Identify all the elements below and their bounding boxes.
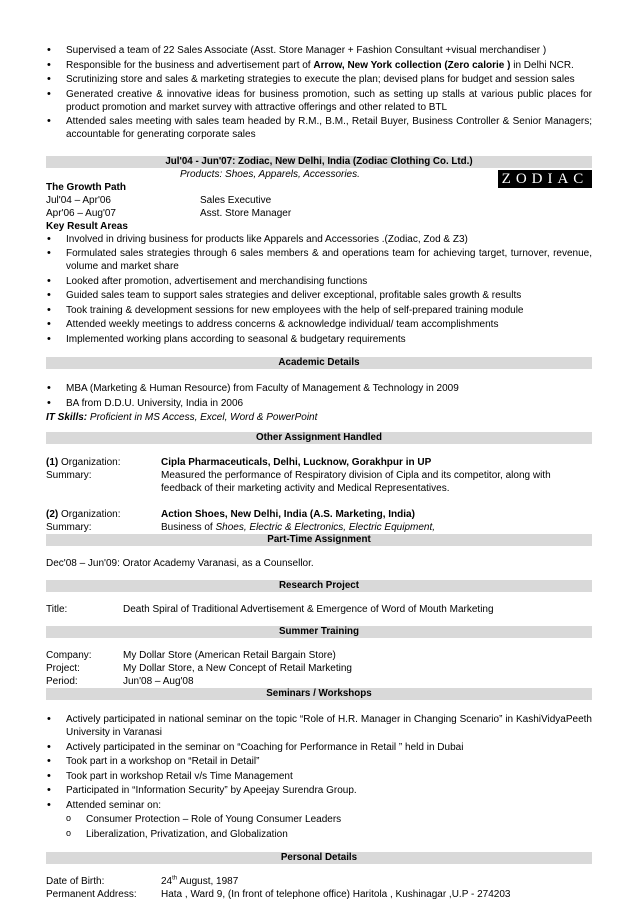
summary2-row: Summary: Business of Shoes, Electric & Electronics, Electric Equipment, — [46, 522, 436, 533]
list-item: • Generated creative & innovative ideas for business promotion, such as setting up stalls at various public places for product promotion and market survey with attractive offerings and other related to BTL — [46, 88, 592, 114]
dob-row: Date of Birth: 24th August, 1987 — [46, 875, 239, 887]
list-item: • Scrutinizing store and sales & marketing strategies to execute the plan; devised plans for budget and session sales — [46, 73, 592, 86]
list-item: • Took part in workshop Retail v/s Time Management — [46, 770, 592, 783]
summer-row: Company: My Dollar Store (American Retail Bargain Store) — [46, 650, 336, 661]
part-time-header: Part-Time Assignment — [46, 534, 592, 546]
summer-row: Project: My Dollar Store, a New Concept of Retail Marketing — [46, 663, 352, 674]
list-item: • Attended weekly meetings to address concerns & acknowledge individual/ team accomplishments — [46, 318, 592, 331]
list-item: • Implemented working plans according to seasonal & budgetary requirements — [46, 333, 592, 346]
growth-row: Apr'06 – Aug'07 Asst. Store Manager — [46, 207, 292, 219]
list-item: o Liberalization, Privatization, and Globalization — [66, 828, 592, 841]
list-item: • Actively participated in the seminar on “Coaching for Performance in Retail ” held in Dubai — [46, 741, 592, 754]
list-item: • BA from D.D.U. University, India in 2006 — [46, 397, 592, 410]
list-item: • Formulated sales strategies through 6 sales members & and operations team for achieving target, turnover, revenue, volume and market share — [46, 247, 592, 273]
zodiac-header: Jul'04 - Jun'07: Zodiac, New Delhi, India (Zodiac Clothing Co. Ltd.) — [46, 156, 592, 168]
list-item: • Participated in “Information Security” by Apeejay Surendra Group. — [46, 784, 592, 797]
list-item: o Consumer Protection – Role of Young Consumer Leaders — [66, 813, 592, 826]
list-item: • Responsible for the business and advertisement part of Arrow, New York collection (Zero calorie ) in Delhi NCR. — [46, 59, 592, 72]
list-item: • Took part in a workshop on “Retail in Detail” — [46, 755, 592, 768]
research-header: Research Project — [46, 580, 592, 592]
kra-title: Key Result Areas — [46, 220, 128, 232]
zodiac-logo: ZODIAC — [498, 170, 592, 188]
research-row: Title: Death Spiral of Traditional Advertisement & Emergence of Word of Mouth Marketing — [46, 604, 494, 615]
part-time-text: Dec'08 – Jun'09: Orator Academy Varanasi, as a Counsellor. — [46, 558, 314, 569]
list-item: • Involved in driving business for products like Apparels and Accessories .(Zodiac, Zod & Z3) — [46, 233, 592, 246]
experience-bullets — [46, 44, 592, 141]
zodiac-products: Products: Shoes, Apparels, Accessories. — [180, 168, 360, 180]
academic-list — [46, 382, 592, 410]
list-item: • Attended sales meeting with sales team headed by R.M., B.M., Retail Buyer, Business Controller & Senior Managers; accountable for generating corporate sales — [46, 115, 592, 141]
other-assignment-header: Other Assignment Handled — [46, 432, 592, 444]
address-row: Permanent Address: Hata , Ward 9, (In front of telephone office) Haritola , Kushinagar ,U.P - 274203 — [46, 889, 511, 900]
resume-page — [46, 44, 592, 901]
org2-row: (2) Organization: Action Shoes, New Delhi, India (A.S. Marketing, India) — [46, 509, 415, 520]
seminars-header: Seminars / Workshops — [46, 688, 592, 700]
summer-training-header: Summer Training — [46, 626, 592, 638]
kra-list — [46, 233, 592, 346]
list-item: • Attended seminar on: — [46, 799, 592, 812]
personal-details-header: Personal Details — [46, 852, 592, 864]
list-item: • Supervised a team of 22 Sales Associate (Asst. Store Manager + Fashion Consultant +visual merchandiser ) — [46, 44, 592, 57]
org1-row: (1) Organization: Cipla Pharmaceuticals, Delhi, Lucknow, Gorakhpur in UP — [46, 457, 432, 468]
list-item: • Actively participated in national seminar on the topic “Role of H.R. Manager in Changing Scenario” in KashiVidyaPeeth University in Varanasi — [46, 713, 592, 739]
academic-header: Academic Details — [46, 357, 592, 369]
summary1-row: Summary: Measured the performance of Respiratory division of Cipla and its competitor, along with feedback of their marketing activity and Medical Representatives. — [46, 470, 551, 494]
list-item: • MBA (Marketing & Human Resource) from Faculty of Management & Technology in 2009 — [46, 382, 592, 395]
seminar-sub-list — [46, 813, 592, 841]
it-skills: IT Skills: Proficient in MS Access, Excel, Word & PowerPoint — [46, 412, 318, 423]
seminars-list — [46, 713, 592, 812]
list-item: • Guided sales team to support sales strategies and deliver exceptional, profitable sales growth & results — [46, 289, 592, 302]
summer-row: Period: Jun'08 – Aug'08 — [46, 676, 194, 687]
list-item: • Looked after promotion, advertisement and merchandising functions — [46, 275, 592, 288]
list-item: • Took training & development sessions for new employees with the help of self-prepared training module — [46, 304, 592, 317]
growth-row: Jul'04 – Apr'06 Sales Executive — [46, 194, 272, 206]
growth-path-title: The Growth Path — [46, 181, 126, 193]
